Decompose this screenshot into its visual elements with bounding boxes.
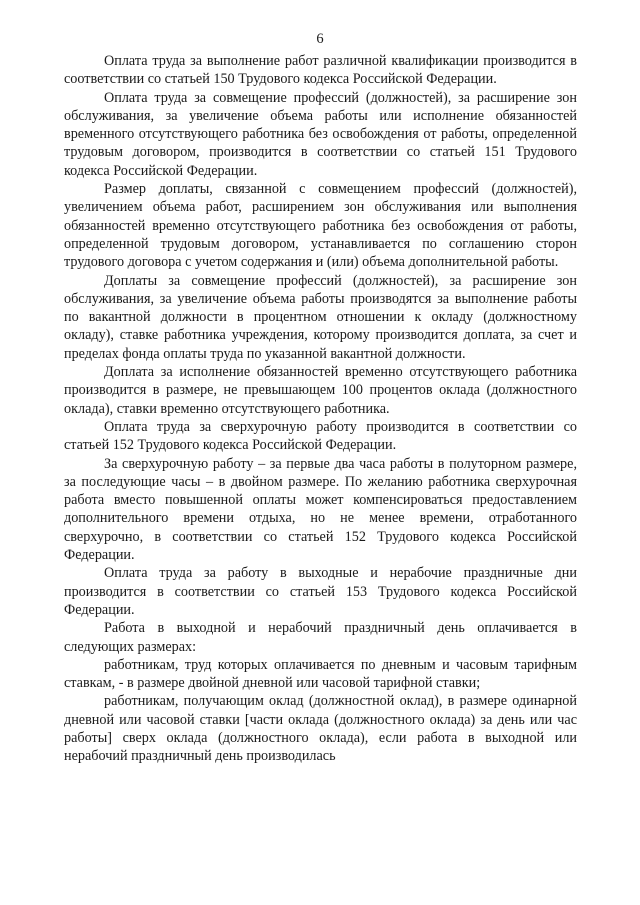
paragraph-overtime-rates: За сверхурочную работу – за первые два часа работы в полуторном размере, за последующие часы – в двойном размере. По желанию работника сверхурочная работа вместо повышенной оплаты может компенсироваться предоставлением дополнительного времени отдыха, но не менее времени, отработанного сверхурочно, в соответствии со статьей 152 Трудового кодекса Российской Федерации. xyxy=(64,455,577,564)
paragraph-absent-worker-pay: Доплата за исполнение обязанностей временно отсутствующего работника производится в размере, не превышающем 100 процентов оклада (должностного оклада), ставки временно отсутствующего работника. xyxy=(64,364,577,417)
paragraph-combination-pay-size: Размер доплаты, связанной с совмещением профессий (должностей), увеличением объема работ, расширением зон обслуживания или выполнения обязанностей временно отсутствующего работника без освобождения от работы, определенной трудовым договором, устанавливается по соглашению сторон трудового договора с учетом содержания и (или) объема дополнительной работы. xyxy=(64,181,577,271)
paragraph-art-151: Оплата труда за совмещение профессий (должностей), за расширение зон обслуживания, за увеличение объема работы или исполнение обязанностей временного отсутствующего работника без освобождения от работы, определенной трудовым договором, производится в соответствии со статьей 151 Трудового кодекса Российской Федерации. xyxy=(64,89,577,179)
paragraph-holiday-pay-intro: Работа в выходной и нерабочий праздничный день оплачивается в следующих размерах: xyxy=(64,620,577,655)
paragraph-art-153: Оплата труда за работу в выходные и нерабочие праздничные дни производится в соответствии со статьей 153 Трудового кодекса Российской Федерации. xyxy=(64,565,577,618)
paragraph-hourly-workers: работникам, труд которых оплачивается по дневным и часовым тарифным ставкам, - в размере двойной дневной или часовой тарифной ставки; xyxy=(64,656,577,692)
paragraph-art-150: Оплата труда за выполнение работ различной квалификации производится в соответствии со статьей 150 Трудового кодекса Российской Федерации. xyxy=(64,53,577,88)
paragraph-salaried-workers: работникам, получающим оклад (должностной оклад), в размере одинарной дневной или часовой ставки [части оклада (должностного оклада) за день или час работы] сверх оклада (должностного оклада), если работа в выходной или нерабочий праздничный день производилась xyxy=(64,693,577,765)
paragraph-art-152: Оплата труда за сверхурочную работу производится в соответствии со статьей 152 Трудового кодекса Российской Федерации. xyxy=(64,418,577,454)
paragraph-vacancy-pay: Доплаты за совмещение профессий (должностей), за расширение зон обслуживания, за увеличение объема работы производятся за выполнение работы по вакантной должности в процентном отношении к окладу (должностному окладу), ставке работника учреждения, которому производится доплата, за счет и пределах фонда оплаты труда по указанной вакантной должности. xyxy=(64,272,577,362)
page-number: 6 xyxy=(316,31,324,47)
document-body xyxy=(64,52,577,766)
